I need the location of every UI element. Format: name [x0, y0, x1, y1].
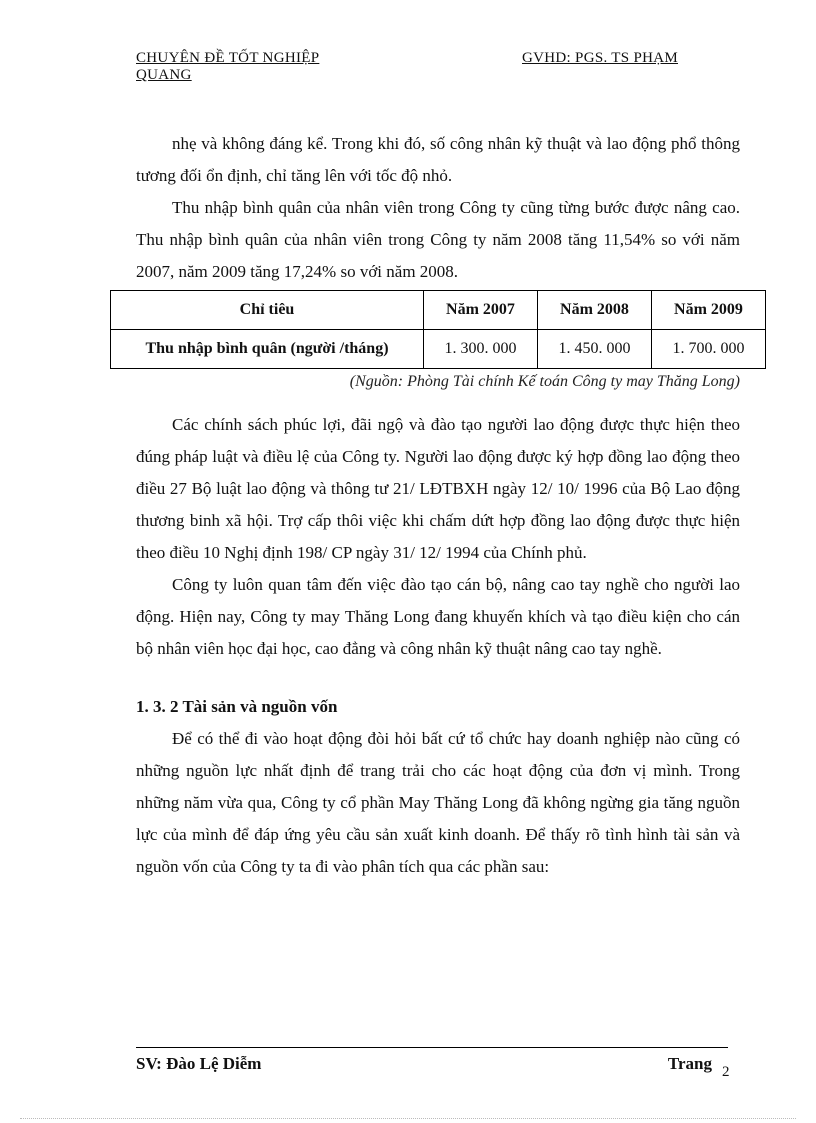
income-table: [110, 290, 766, 369]
table-header-cell: Năm 2009: [652, 291, 766, 330]
table-cell: 1. 300. 000: [424, 330, 538, 369]
header-supervisor: GVHD: PGS. TS PHẠM: [522, 50, 678, 66]
page-footer: [136, 1054, 712, 1074]
paragraph-workforce: nhẹ và không đáng kể. Trong khi đó, số công nhân kỹ thuật và lao động phổ thông tương đối ổn định, chỉ tăng lên với tốc độ nhỏ.: [136, 134, 740, 185]
page-boundary: [20, 1118, 796, 1119]
paragraph-welfare-policy: Các chính sách phúc lợi, đãi ngộ và đào tạo người lao động được thực hiện theo đúng pháp luật và điều lệ của Công ty. Người lao động được ký hợp đồng lao động theo điều 27 Bộ luật lao động và thông tư 21/ LĐTBXH ngày 12/ 10/ 1996 của Bộ Lao động thương binh xã hội. Trợ cấp thôi việc khi chấm dứt hợp đồng lao động được thực hiện theo điều 10 Nghị định 198/ CP ngày 31/ 12/ 1994 của Chính phủ.: [136, 415, 740, 562]
table-header-cell: Năm 2007: [424, 291, 538, 330]
table-row: [111, 330, 766, 369]
paragraph-income: Thu nhập bình quân của nhân viên trong Công ty cũng từng bước được nâng cao. Thu nhập bình quân của nhân viên trong Công ty năm 2008 tăng 11,54% so với năm 2007, năm 2009 tăng 17,24% so với năm 2008.: [136, 198, 740, 281]
paragraph-assets-capital: Để có thể đi vào hoạt động đòi hỏi bất cứ tổ chức hay doanh nghiệp nào cũng có những nguồn lực nhất định để trang trải cho các hoạt động của đơn vị mình. Trong những năm vừa qua, Công ty cổ phần May Thăng Long đã không ngừng gia tăng nguồn lực của mình để đáp ứng yêu cầu sản xuất kinh doanh. Để thấy rõ tình hình tài sản và nguồn vốn của Công ty ta đi vào phân tích qua các phần sau:: [136, 729, 740, 876]
header-row: [136, 50, 678, 67]
table-cell: 1. 450. 000: [538, 330, 652, 369]
paragraph-training: Công ty luôn quan tâm đến việc đào tạo cán bộ, nâng cao tay nghề cho người lao động. Hiện nay, Công ty may Thăng Long đang khuyến khích và tạo điều kiện cho cán bộ nhân viên học đại học, cao đẳng và công nhân kỹ thuật nâng cao tay nghề.: [136, 575, 740, 658]
table-row-label: Thu nhập bình quân (người /tháng): [111, 330, 424, 369]
section-heading: 1. 3. 2 Tài sản và nguồn vốn: [136, 697, 338, 716]
header-supervisor-continuation: QUANG: [136, 67, 192, 83]
table-header-cell: Năm 2008: [538, 291, 652, 330]
page-header: [136, 50, 678, 84]
table-header-cell: Chỉ tiêu: [111, 291, 424, 330]
footer-student-name: SV: Đào Lệ Diễm: [136, 1054, 262, 1073]
table-header-row: [111, 291, 766, 330]
page-number: 2: [722, 1064, 730, 1080]
footer-page-label: Trang: [667, 1054, 712, 1073]
table-cell: 1. 700. 000: [652, 330, 766, 369]
table-source-note: (Nguồn: Phòng Tài chính Kế toán Công ty may Thăng Long): [349, 373, 740, 390]
document-body: [136, 128, 745, 883]
header-thesis-title: CHUYÊN ĐỀ TỐT NGHIỆP: [136, 50, 320, 66]
footer-divider: [136, 1047, 728, 1048]
